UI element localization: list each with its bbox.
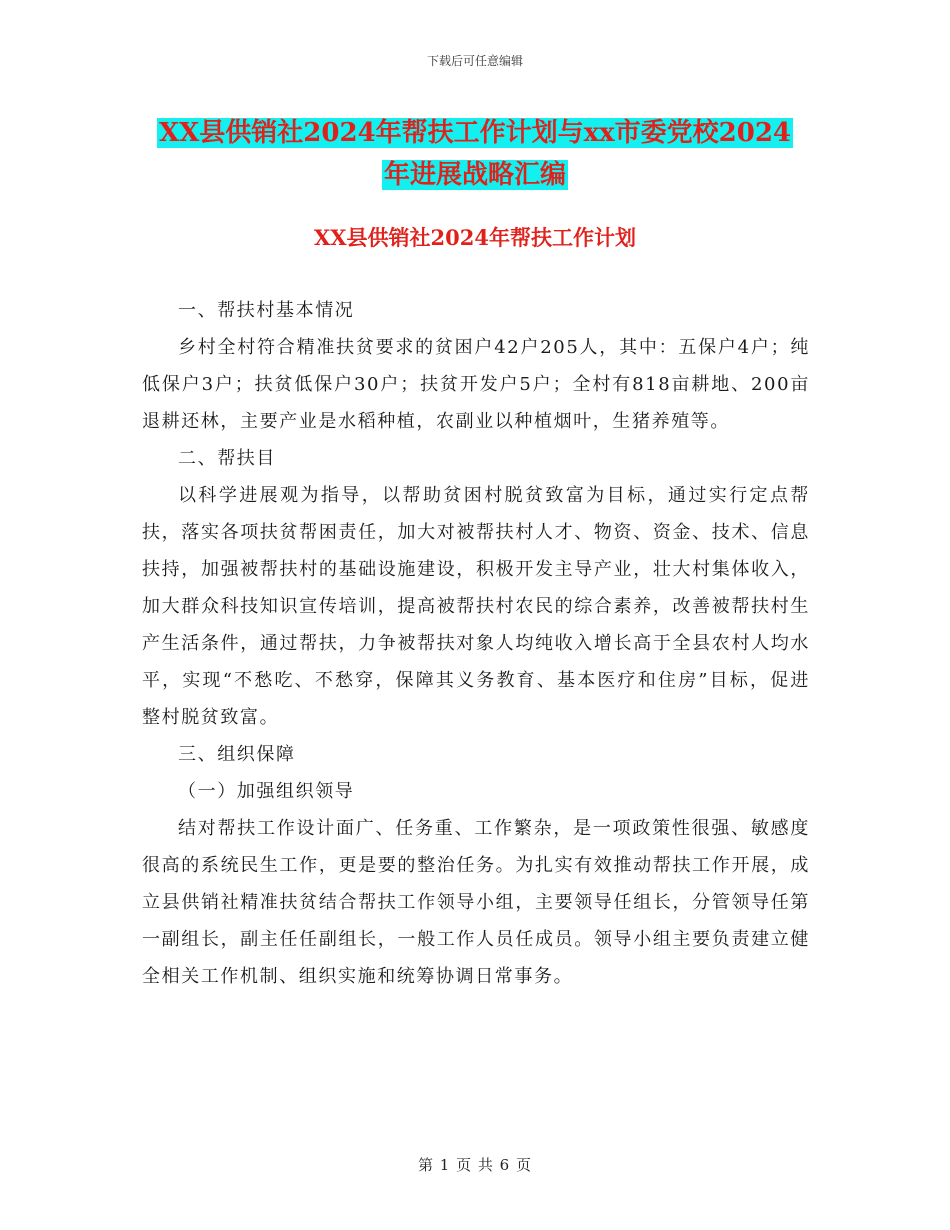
- heading-goals: 二、帮扶目: [178, 448, 276, 469]
- title-line-2: 年进展战略汇编: [383, 160, 566, 190]
- title-line-1: XX县供销社2024年帮扶工作计划与xx市委党校2024: [158, 118, 792, 148]
- section-title: XX县供销社2024年帮扶工作计划: [313, 225, 637, 250]
- paragraph-goals: 以科学进展观为指导，以帮助贫困村脱贫致富为目标，通过实行定点帮扶，落实各项扶贫帮困责任，加大对被帮扶村人才、物资、资金、技术、信息扶持，加强被帮扶村的基础设施建设，积极开发主导产业，壮大村集体收入，加大群众科技知识宣传培训，提高被帮扶村农民的综合素养，改善被帮扶村生产生活条件，通过帮扶，力争被帮扶对象人均纯收入增长高于全县农村人均水平，实现“不愁吃、不愁穿，保障其义务教育、基本医疗和住房”目标，促进整村脱贫致富。: [142, 485, 810, 728]
- heading-organization: 三、组织保障: [178, 744, 296, 765]
- paragraph-leadership: 结对帮扶工作设计面广、任务重、工作繁杂，是一项政策性很强、敏感度很高的系统民生工作，更是要的整治任务。为扎实有效推动帮扶工作开展，成立县供销社精准扶贫结合帮扶工作领导小组，主要领导任组长，分管领导任第一副组长，副主任任副组长，一般工作人员任成员。领导小组主要负责建立健全相关工作机制、组织实施和统筹协调日常事务。: [142, 818, 810, 987]
- document-body: [142, 292, 810, 995]
- page-footer: 第 1 页 共 6 页: [418, 1156, 532, 1174]
- document-title: [140, 112, 810, 196]
- page-header: 下载后可任意编辑: [426, 54, 523, 68]
- subheading-leadership: （一）加强组织领导: [178, 781, 355, 802]
- heading-basic-situation: 一、帮扶村基本情况: [178, 300, 355, 321]
- paragraph-basic-situation: 乡村全村符合精准扶贫要求的贫困户42户205人，其中：五保户4户；纯低保户3户；扶贫低保户30户；扶贫开发户5户；全村有818亩耕地、200亩退耕还林，主要产业是水稻种植，农副业以种植烟叶，生猪养殖等。: [142, 337, 810, 432]
